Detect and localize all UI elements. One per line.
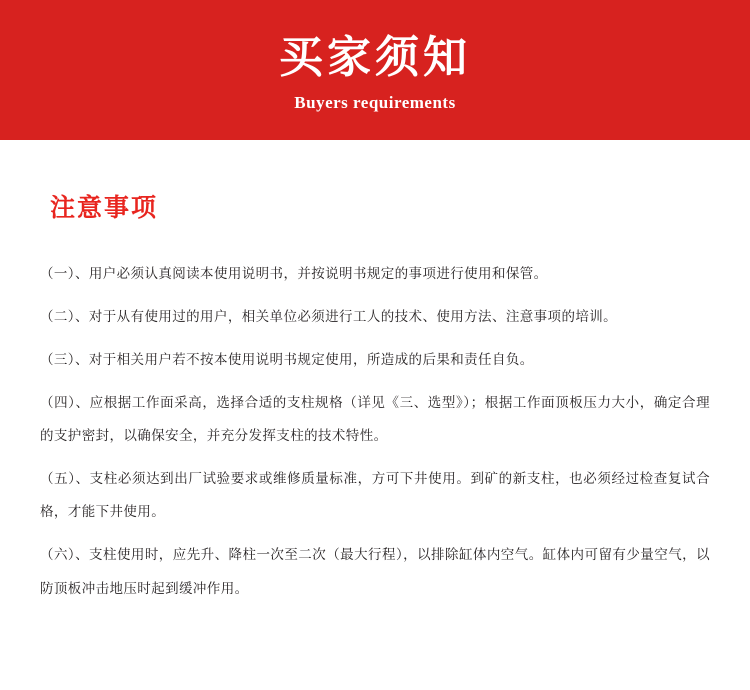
list-item: （四）、应根据工作面采高，选择合适的支柱规格（详见《三、选型》）；根据工作面顶板压力大小，确定合理的支护密封，以确保安全，并充分发挥支柱的技术特性。 bbox=[40, 395, 710, 445]
section-heading: 注意事项 bbox=[50, 193, 159, 222]
list-item: （六）、支柱使用时，应先升、降柱一次至二次（最大行程），以排除缸体内空气。缸体内可留有少量空气，以防顶板冲击地压时起到缓冲作用。 bbox=[40, 547, 710, 597]
list-item: （五）、支柱必须达到出厂试验要求或维修质量标准，方可下井使用。到矿的新支柱，也必须经过检查复试合格，才能下井使用。 bbox=[40, 471, 710, 521]
list-item: （三）、对于相关用户若不按本使用说明书规定使用，所造成的后果和责任自负。 bbox=[40, 352, 534, 369]
content-area bbox=[0, 140, 750, 606]
list-item: （二）、对于从有使用过的用户，相关单位必须进行工人的技术、使用方法、注意事项的培训。 bbox=[40, 309, 618, 326]
notice-list bbox=[40, 258, 710, 606]
list-item: （一）、用户必须认真阅读本使用说明书，并按说明书规定的事项进行使用和保管。 bbox=[40, 266, 548, 282]
page-banner bbox=[0, 0, 750, 140]
banner-subtitle: Buyers requirements bbox=[294, 93, 456, 113]
banner-title: 买家须知 bbox=[279, 31, 471, 83]
